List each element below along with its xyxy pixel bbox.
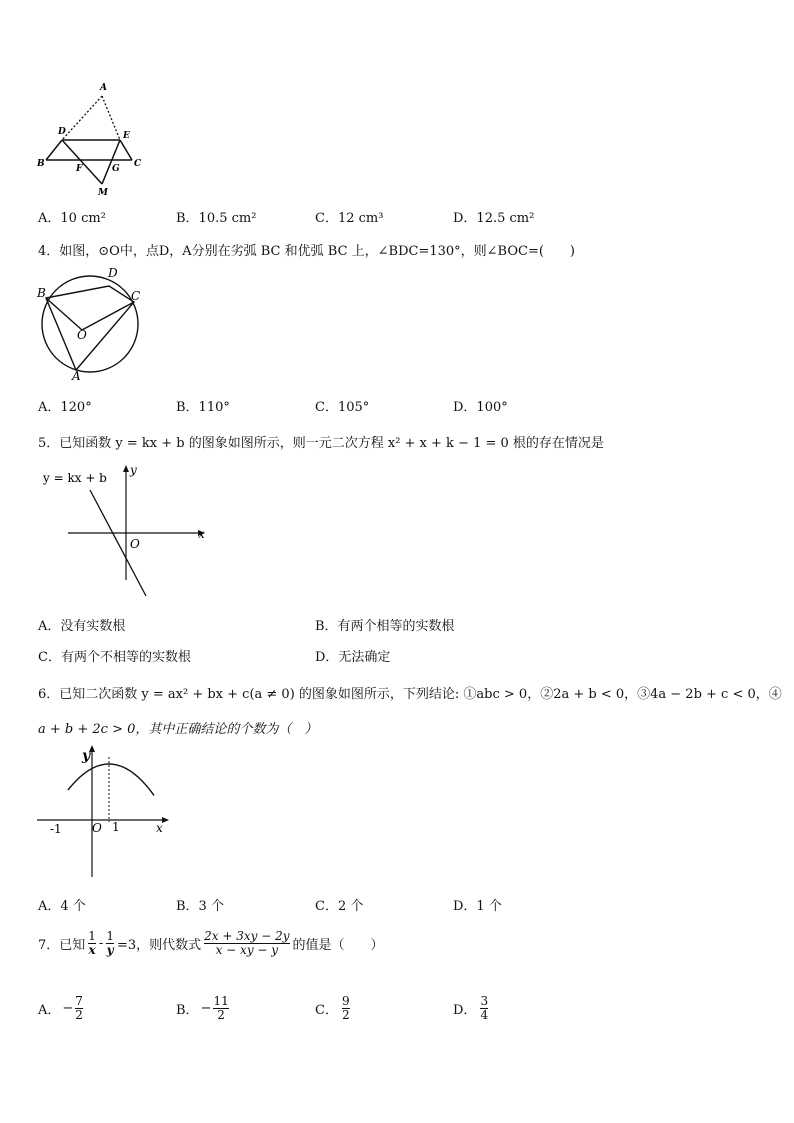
q6-option-b[interactable]: B．3 个 xyxy=(176,899,224,914)
q5-option-c[interactable]: C．有两个不相等的实数根 xyxy=(38,650,191,665)
q4-label-d: D xyxy=(108,266,118,280)
q4-stem: 4．如图，⊙O中，点D，A分别在劣弧 BC 和优弧 BC 上，∠BDC=130°，则∠BOC=( ) xyxy=(38,244,575,259)
q3-label-f: F xyxy=(76,164,83,174)
q6-option-c[interactable]: C．2 个 xyxy=(315,899,364,914)
q7-option-c-fraction xyxy=(342,995,350,1022)
q7-option-b-label: B． xyxy=(176,1003,199,1019)
q6-x-arrow xyxy=(162,817,169,823)
q3-segment-ec xyxy=(120,140,132,160)
q6-x-label: x xyxy=(156,821,163,835)
q7-option-c-den: 2 xyxy=(341,1008,350,1023)
q3-segment-ae xyxy=(102,96,120,140)
q7-minus: - xyxy=(98,936,104,952)
q4-option-a[interactable]: A．120° xyxy=(38,400,92,415)
q7-option-b[interactable] xyxy=(176,995,229,1022)
q4-segment-ob xyxy=(46,298,82,330)
q5-x-label: x xyxy=(198,527,205,541)
q7-option-d-num: 3 xyxy=(480,994,489,1008)
q7-stem xyxy=(38,930,384,957)
q3-label-d: D xyxy=(58,127,66,137)
q6-stem-line2: a + b + 2c > 0，其中正确结论的个数为（ ） xyxy=(38,722,318,737)
q7-option-b-den: 2 xyxy=(217,1008,225,1023)
q7-prefix: 7．已知 xyxy=(38,938,86,954)
q3-option-a[interactable]: A．10 cm² xyxy=(38,211,106,226)
q5-stem: 5．已知函数 y = kx + b 的图象如图所示，则一元二次方程 x² + x + k − 1 = 0 根的存在情况是 xyxy=(38,436,604,451)
q5-origin-label: O xyxy=(130,537,140,551)
q7-option-c[interactable] xyxy=(315,995,350,1022)
q4-label-o: O xyxy=(77,328,87,342)
q5-y-label: y xyxy=(130,463,137,477)
q3-segment-dm xyxy=(62,140,102,184)
q3-segment-ad xyxy=(62,96,102,140)
q5-line-label: y = kx + b xyxy=(43,471,107,485)
q3-label-m: M xyxy=(98,188,108,198)
q6-parabola-graph xyxy=(32,742,177,882)
q3-option-c[interactable]: C．12 cm³ xyxy=(315,211,384,226)
q7-option-b-num: 11 xyxy=(213,994,229,1008)
q3-segment-bd xyxy=(46,140,62,160)
q5-option-d[interactable]: D．无法确定 xyxy=(315,650,391,665)
q3-label-a: A xyxy=(100,83,107,93)
q7-option-d-den: 4 xyxy=(480,1008,489,1023)
q6-option-d[interactable]: D．1 个 xyxy=(453,899,502,914)
q4-option-d[interactable]: D．100° xyxy=(453,400,508,415)
q5-option-a[interactable]: A．没有实数根 xyxy=(38,619,126,634)
q7-f3-den: x − xy − y xyxy=(215,943,279,958)
q7-f1-num: 1 xyxy=(88,929,96,943)
q4-option-b[interactable]: B．110° xyxy=(176,400,230,415)
q4-segment-oc xyxy=(82,302,134,330)
q7-expression-fraction xyxy=(204,930,289,957)
q7-option-a-fraction xyxy=(75,995,83,1022)
q7-f2-den: y xyxy=(106,943,114,958)
q7-option-a-sign: − xyxy=(62,1001,74,1017)
q7-fraction-1-over-x xyxy=(88,930,96,957)
q4-label-b: B xyxy=(37,286,46,300)
q3-option-d[interactable]: D．12.5 cm² xyxy=(453,211,535,226)
q7-option-b-fraction xyxy=(213,995,228,1022)
q3-label-c: C xyxy=(134,159,142,169)
q3-label-g: G xyxy=(112,164,120,174)
q5-y-arrow xyxy=(123,465,129,472)
q6-tick-1: 1 xyxy=(112,820,120,834)
q4-circle-figure xyxy=(32,262,152,384)
q7-option-d-label: D． xyxy=(453,1003,477,1019)
q3-label-e: E xyxy=(123,131,130,141)
q4-option-c[interactable]: C．105° xyxy=(315,400,370,415)
q6-origin-label: O xyxy=(92,821,102,835)
q7-f1-den: x xyxy=(88,943,96,958)
q7-option-a[interactable] xyxy=(38,995,83,1022)
q7-option-d-fraction xyxy=(480,995,488,1022)
q6-y-label: y xyxy=(82,748,91,764)
q7-option-b-sign: − xyxy=(200,1001,212,1017)
q7-suffix: 的值是（ ） xyxy=(292,938,384,954)
q4-inscribed-lines xyxy=(46,286,134,370)
q6-parabola xyxy=(68,764,154,795)
q7-option-c-label: C． xyxy=(315,1003,338,1019)
q4-label-c: C xyxy=(131,289,141,303)
q3-label-b: B xyxy=(37,159,45,169)
q5-linear-graph xyxy=(38,460,218,600)
q7-option-a-den: 2 xyxy=(75,1008,83,1023)
q5-option-b[interactable]: B．有两个相等的实数根 xyxy=(315,619,455,634)
q7-option-a-label: A． xyxy=(38,1003,61,1019)
q7-option-a-num: 7 xyxy=(75,994,83,1008)
q4-label-a: A xyxy=(72,369,81,383)
q7-option-d[interactable] xyxy=(453,995,488,1022)
q7-f2-num: 1 xyxy=(106,929,114,943)
q7-fraction-1-over-y xyxy=(106,930,114,957)
q3-option-b[interactable]: B．10.5 cm² xyxy=(176,211,257,226)
q6-option-a[interactable]: A．4 个 xyxy=(38,899,86,914)
q6-stem-line1: 6．已知二次函数 y = ax² + bx + c(a ≠ 0) 的图象如图所示，下列结论: ①abc > 0，②2a + b < 0，③4a − 2b + c < 0，④ xyxy=(38,687,782,702)
q3-segment-em xyxy=(102,140,120,184)
q7-option-c-num: 9 xyxy=(341,994,350,1008)
q7-f3-num: 2x + 3xy − 2y xyxy=(204,929,290,943)
q6-tick-neg1: -1 xyxy=(50,822,62,836)
q3-triangle-figure xyxy=(30,78,150,198)
q7-mid: =3，则代数式 xyxy=(116,938,202,954)
